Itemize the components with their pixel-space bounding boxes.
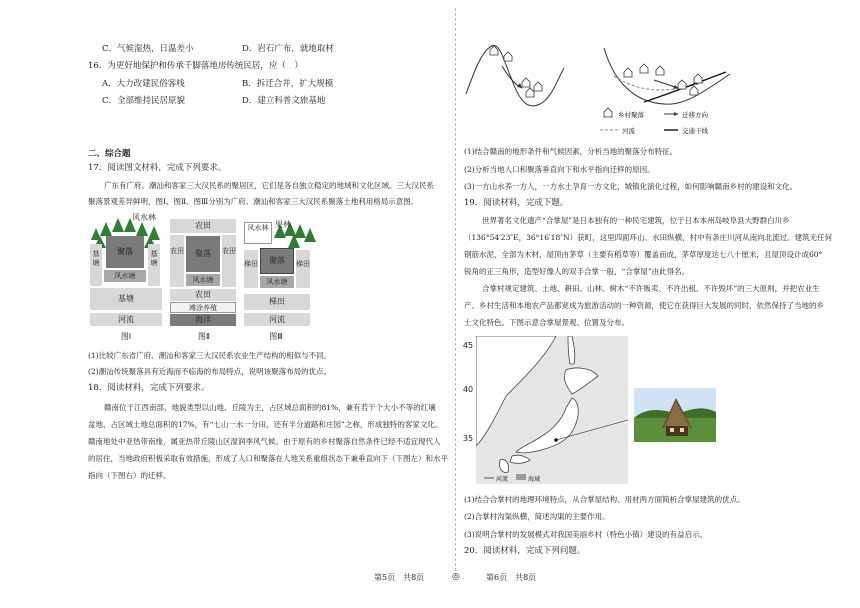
legend-village: 乡村聚落 bbox=[618, 111, 644, 119]
q18-paragraph: 盆地，占区域土地总面积的17%，有“七山一水一分田，还有半分道路和庄园”之称，形成独特的客家文化。 bbox=[88, 420, 443, 429]
lat-40-label: 40 bbox=[462, 385, 474, 394]
q18-paragraph: 指向（下图右）的迁移。 bbox=[88, 471, 171, 480]
q19-question-2: (2)合掌村沟渠纵横，简述沟渠的主要作用。 bbox=[464, 512, 610, 521]
q19-paragraph: 锐角的正三角形，造型好像人的双手合掌一般，“合掌屋”由此得名。 bbox=[464, 267, 690, 276]
q17-stem: 17．阅读图文材料，完成下列要求。 bbox=[88, 163, 227, 173]
figure-2-caption: 图Ⅱ bbox=[198, 332, 210, 341]
page-number-left: 第5页 共8页 bbox=[374, 573, 425, 582]
mountain-profile-right bbox=[604, 48, 730, 104]
column-divider bbox=[455, 8, 456, 576]
q17-paragraph: 广东有广府、潮汕和客家三大汉民系的聚居区，它们是各自独立稳定的地域和文化区域。三大汉民系 bbox=[104, 181, 434, 190]
village-icons-right bbox=[624, 64, 702, 95]
fengshuitang-block: 风水塘 bbox=[104, 270, 146, 282]
orchard-label: 果林 bbox=[275, 220, 291, 229]
farmland-right: 农田 bbox=[222, 235, 236, 287]
q16-option-a: A．大力改建民俗客栈 bbox=[102, 79, 185, 89]
jitang-left: 基塘 bbox=[90, 244, 102, 286]
q18-paragraph: 赣南地处中亚热带南缘，属亚热带丘陵山区湿润季风气候。由于原有的乡村聚落自然条件已经不适宜现代人 bbox=[88, 437, 441, 446]
q19-paragraph: 钢筋水泥，全部为木材，屋顶由茅草（主要有稻草等）覆盖而成，茅草厚度达七八十厘米，且屋顶设计成60° bbox=[464, 250, 823, 259]
q17-question-2: (2)潮汕传统聚落具有近海而不临海的布局特点，说明该聚落布局的优点。 bbox=[88, 367, 332, 376]
q19-paragraph: 世界著名文化遗产“合掌屋”是日本独有的一种民宅建筑，位于日本本州岛岐阜县大野群白川乡 bbox=[482, 216, 790, 225]
terrace-left: 梯田 bbox=[244, 250, 258, 288]
river-block: 河流 bbox=[244, 313, 310, 326]
fengshuilin-label: 风水林 bbox=[244, 222, 272, 244]
q16-option-c: C．全部维持民居原貌 bbox=[102, 96, 186, 106]
q19-stem: 19．阅读材料，完成下题。 bbox=[464, 198, 569, 208]
q17-paragraph: 聚落景观差异鲜明，图Ⅰ、图Ⅱ、图Ⅲ分别为广府、潮汕和客家三大汉民系聚落土地利用格局示意图。 bbox=[88, 197, 419, 206]
q18-question-3: (3)一方山水养一方人，一方水土孕育一方文化，城镇化演化过程，如何影响赣南乡村的建设和文化。 bbox=[464, 182, 798, 191]
q15-option-d: D．岩石广布，就地取材 bbox=[242, 44, 334, 54]
q16-stem: 16．为更好地保护和传承千脚落地房传统民居，应（ ） bbox=[88, 61, 303, 71]
section-heading: 二、综合题 bbox=[88, 149, 131, 159]
q18-paragraph: 的居住，当地政府积极采取有效措施，形成了人口和聚落在人地关系重组状态下兼垂直向下（下图左）和水平 bbox=[88, 454, 448, 463]
jitang-bottom: 基塘 bbox=[90, 288, 162, 310]
juluo-block: 聚落 bbox=[260, 248, 294, 274]
legend-migration: 迁移方向 bbox=[682, 111, 708, 119]
map-legend-sea: 海域 bbox=[528, 476, 541, 483]
map-legend-river: 河流 bbox=[496, 476, 509, 483]
farmland-mid: 农田 bbox=[170, 289, 236, 301]
jitang-right: 基塘 bbox=[148, 244, 160, 286]
ocean-block: 海洋 bbox=[170, 314, 236, 326]
q17-question-1: (1)比较广东省广府、潮汕和客家三大汉民系农业生产结构的相似与不同。 bbox=[88, 351, 332, 360]
diagram-legend bbox=[600, 108, 709, 135]
juluo-block: 聚落 bbox=[106, 236, 144, 268]
q19-paragraph: 产、乡村生活和本地农产品都宽成为旅游活动的一种资源，使它在获得巨大发展的同时，依然保持了当地的乡 bbox=[464, 301, 824, 310]
q15-option-c: C．气候湿热，日温差小 bbox=[102, 44, 194, 54]
fengshuitang-block: 风水塘 bbox=[260, 276, 294, 288]
q19-paragraph: 土文化特色。下图示意合掌屋景观、位置及分布。 bbox=[464, 318, 629, 327]
map-frame bbox=[476, 336, 628, 484]
q16-option-d: D．建立科普文旅基地 bbox=[242, 96, 326, 106]
legend-road: 交通干线 bbox=[682, 127, 708, 135]
figure-3-caption: 图Ⅲ bbox=[269, 332, 283, 341]
page-number-right: 第6页 共8页 bbox=[486, 573, 537, 582]
fengshuilin-label: 风水林 bbox=[132, 213, 156, 222]
migration-diagram bbox=[464, 32, 736, 140]
q18-stem: 18．阅读材料，完成下列要求。 bbox=[88, 383, 210, 393]
river-curve bbox=[614, 76, 704, 90]
q19-question-3: (3)说明合掌村的发展模式对我国美丽乡村（特色小镇）建设的有益启示。 bbox=[464, 530, 708, 539]
farmland-top: 农田 bbox=[170, 219, 236, 233]
farmland-left: 农田 bbox=[170, 235, 184, 287]
juluo-block: 聚落 bbox=[186, 236, 220, 272]
legend-river: 河流 bbox=[622, 127, 635, 135]
q16-option-b: B．拆迁合并，扩大规模 bbox=[242, 79, 334, 89]
q18-question-1: (1)结合赣南的地形条件和气候因素，分析当地的聚落分布特征。 bbox=[464, 147, 678, 156]
q19-question-1: (1)结合合掌村的地理环境特点，从合掌屋结构、用材两方面简析合掌屋建筑的优点。 bbox=[464, 495, 745, 504]
figure-1-caption: 图Ⅰ bbox=[120, 332, 132, 341]
terrace-right: 梯田 bbox=[296, 250, 310, 288]
q19-paragraph: （136°54′23″E，36°16′18″N）获町，这里四面环山、水田纵横，村中有条庄川河从南向北流过。建筑无任何 bbox=[464, 233, 833, 242]
lat-35-label: 35 bbox=[462, 434, 474, 443]
lat-45-label: 45 bbox=[462, 341, 474, 350]
q19-paragraph: 合掌村规定建筑、土地、耕田、山林、树木“不许贩卖、不许出租、不许毁坏”的三大原则，并把农业生 bbox=[482, 284, 820, 293]
terrace-bottom: 梯田 bbox=[244, 294, 310, 310]
fengshuitang-block: 风水塘 bbox=[186, 274, 220, 286]
tidal-aquaculture-block: 滩涂养殖 bbox=[170, 302, 236, 313]
q18-question-2: (2)分析当地人口和聚落垂直向下和水平指向迁移的原因。 bbox=[464, 165, 655, 174]
gassho-house-photo bbox=[634, 388, 716, 442]
river-block: 河流 bbox=[90, 313, 162, 326]
center-mark: ◎ bbox=[452, 572, 460, 582]
q18-paragraph: 赣南位于江西南部，地貌类型以山地、丘陵为主，占区域总面积的81%，兼有若干个大小不等的红壤 bbox=[104, 403, 436, 412]
mountain-profile-left bbox=[466, 45, 564, 105]
q20-stem: 20．阅读材料，完成下列问题。 bbox=[464, 546, 586, 556]
